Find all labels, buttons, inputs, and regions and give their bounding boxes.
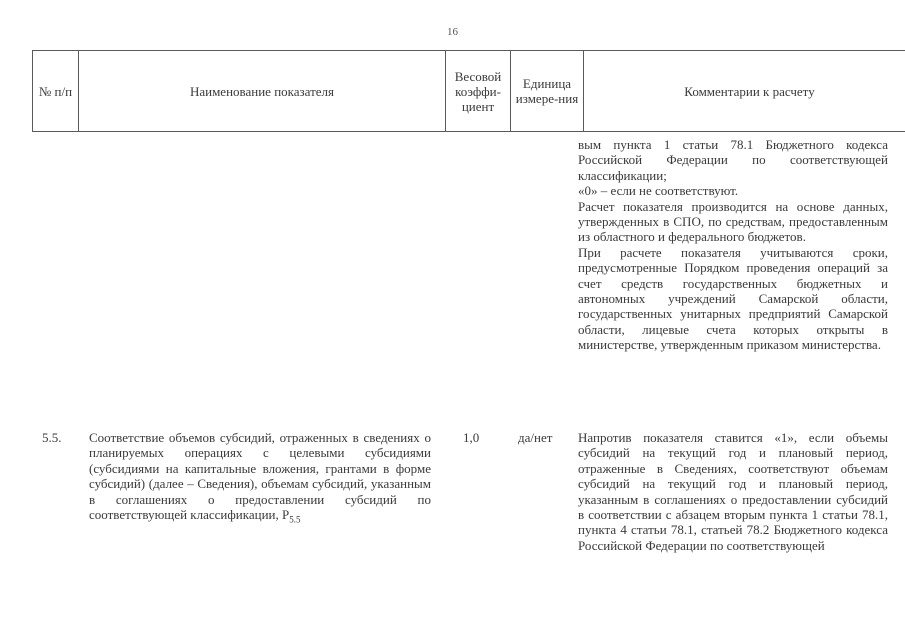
comment-paragraph: При расчете показателя учитываются сроки, предусмотренные Порядком проведения операций за счет средств государственных бюджетных и автономных учреждений Самарской области, государственных унитарных предприятий Самарской области, лицевые счета которых открыты в министерстве, утвержденным приказом министерства. [578,244,888,353]
row-indicator-text: Соответствие объемов субсидий, отраженных в сведениях о планируемых операциях с целевыми субсидиями (субсидиями на капитальные вложения, грантами в форме субсидий) (далее – Сведения), объемам субсидий, указанным в соглашениях о предоставлении субсидий по соответствующей классификации, P [89,430,431,523]
table-header [32,50,905,132]
header-unit: Единица измере-ния [511,51,584,132]
comment-paragraph: Расчет показателя производится на основе данных, утвержденных в СПО, по средствам, предоставленным из областного и федерального бюджетов. [578,198,888,245]
row-indicator-subscript: 5.5 [289,514,301,525]
comment-paragraph: вым пункта 1 статьи 78.1 Бюджетного кодекса Российской Федерации по соответствующей классификации; [578,137,888,183]
page-number: 16 [447,26,458,38]
row-number: 5.5. [42,430,62,445]
row-indicator-name [89,430,431,528]
row-unit: да/нет [518,430,553,445]
header-comment: Комментарии к расчету [584,51,905,132]
header-weight: Весовой коэффи-циент [446,51,511,132]
row-weight: 1,0 [463,430,480,445]
header-num: № п/п [33,51,79,132]
comment-paragraph: «0» – если не соответствуют. [578,183,739,199]
continued-comment [578,137,888,353]
header-name: Наименование показателя [79,51,446,132]
row-comment: Напротив показателя ставится «1», если объемы субсидий на текущий год и плановый период, отраженные в Сведениях, соответствуют объемам субсидий на текущий год и плановый период, указанным в соглашениях о предоставлении субсидий в соответствии с абзацем вторым пункта 1 статьи 78.1, пункта 4 статьи 78.1, статьей 78.2 Бюджетного кодекса Российской Федерации по соответствующей [578,430,888,553]
